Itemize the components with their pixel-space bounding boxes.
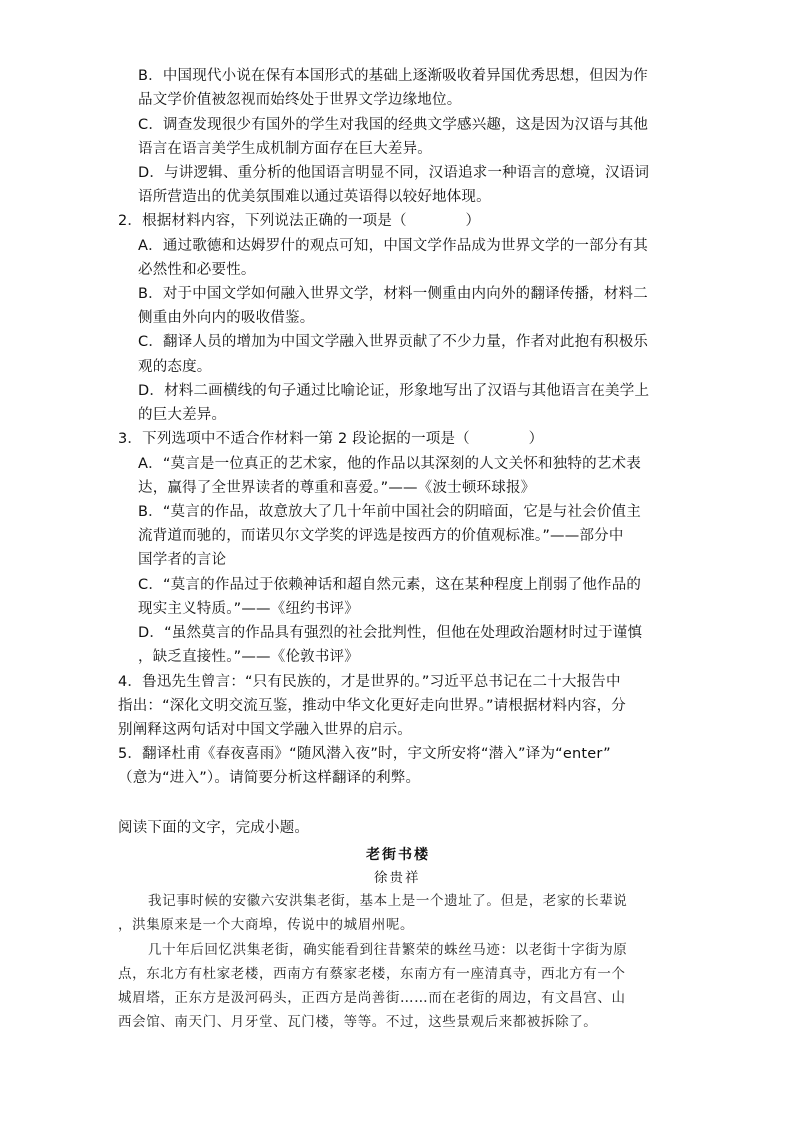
passage-para2-line2: 点，东北方有杜家老楼，西南方有蔡家老楼，东南方有一座清真寺，西北方有一个 — [118, 966, 626, 982]
q4-line3: 别阐释这两句话对中国文学融入世界的启示。 — [118, 722, 412, 738]
q3-option-c-line1: C．“莫言的作品过于依赖神话和超自然元素，这在某种程度上削弱了他作品的 — [138, 577, 642, 593]
passage-title: 老街书楼 — [366, 847, 430, 863]
passage-author: 徐贵祥 — [374, 870, 421, 886]
q1-option-c-line1: C．调查发现很少有国外的学生对我国的经典文学感兴趣，这是因为汉语与其他 — [138, 117, 649, 133]
q1-option-d-line1: D．与讲逻辑、重分析的他国语言明显不同，汉语追求一种语言的意境，汉语词 — [138, 165, 650, 181]
q3-stem: 3．下列选项中不适合作材料一第 2 段论据的一项是（ ） — [118, 431, 544, 447]
q3-option-a-line1: A．“莫言是一位真正的艺术家，他的作品以其深刻的人文关怀和独特的艺术表 — [138, 456, 641, 472]
q3-option-c-line2: 现实主义特质。”——《纽约书评》 — [138, 601, 359, 617]
q3-option-d-line1: D．“虽然莫言的作品具有强烈的社会批判性，但他在处理政治题材时过于谨慎 — [138, 625, 643, 641]
passage-para2-line1: 几十年后回忆洪集老街，确实能看到往昔繁荣的蛛丝马迹：以老街十字街为原 — [148, 942, 628, 958]
q2-option-d-line1: D．材料二画横线的句子通过比喻论证，形象地写出了汉语与其他语言在美学上 — [138, 383, 650, 399]
q2-option-a-line2: 必然性和必要性。 — [138, 262, 256, 278]
q3-option-b-line3: 国学者的言论 — [138, 552, 227, 568]
q1-option-b-line2: 品文学价值被忽视而始终处于世界文学边缘地位。 — [138, 92, 462, 108]
q3-option-a-line2: 达，赢得了全世界读者的尊重和喜爱。”——《波士顿环球报》 — [138, 480, 536, 496]
q3-option-b-line2: 流背道而驰的，而诺贝尔文学奖的评选是按西方的价值观标准。”——部分中 — [138, 528, 624, 544]
q2-option-c-line1: C．翻译人员的增加为中国文学融入世界贡献了不少力量，作者对此抱有积极乐 — [138, 334, 649, 350]
passage-para2-line3: 城眉塔，正东方是汲河码头，正西方是尚善街……而在老街的周边，有文昌宫、山 — [118, 990, 626, 1006]
q3-option-d-line2: ，缺乏直接性。”——《伦敦书评》 — [138, 649, 359, 665]
q2-stem: 2．根据材料内容，下列说法正确的一项是（ ） — [118, 213, 481, 229]
passage-para2-line4: 西会馆、南天门、月牙堂、瓦门楼，等等。不过，这些景观后来都被拆除了。 — [118, 1014, 598, 1030]
q2-option-b-line2: 侧重由外向内的吸收借鉴。 — [138, 310, 315, 326]
q4-line2: 指出：“深化文明交流互鉴，推动中华文化更好走向世界。”请根据材料内容，分 — [118, 698, 626, 714]
q5-line2: （意为“进入”）。请简要分析这样翻译的利弊。 — [118, 770, 421, 786]
passage-para1-line2: ，洪集原来是一个大商埠，传说中的城眉州呢。 — [118, 917, 415, 933]
reading-intro: 阅读下面的文字，完成小题。 — [118, 820, 310, 836]
q1-option-c-line2: 语言在语言美学生成机制方面存在巨大差异。 — [138, 141, 432, 157]
q2-option-d-line2: 的巨大差异。 — [138, 407, 227, 423]
q2-option-c-line2: 观的态度。 — [138, 359, 212, 375]
q2-option-a-line1: A．通过歌德和达姆罗什的观点可知，中国文学作品成为世界文学的一部分有其 — [138, 238, 648, 254]
q1-option-d-line2: 语所营造出的优美氛围难以通过英语得以较好地体现。 — [138, 189, 491, 205]
q3-option-b-line1: B．“莫言的作品，故意放大了几十年前中国社会的阴暗面，它是与社会价值主 — [138, 504, 641, 520]
passage-para1-line1: 我记事时候的安徽六安洪集老街，基本上是一个遗址了。但是，老家的长辈说 — [148, 893, 628, 909]
q4-line1: 4．鲁迅先生曾言：“只有民族的，才是世界的。”习近平总书记在二十大报告中 — [118, 674, 621, 690]
q1-option-b-line1: B．中国现代小说在保有本国形式的基础上逐渐吸收着异国优秀思想，但因为作 — [138, 68, 648, 84]
q5-line1: 5．翻译杜甫《春夜喜雨》“随风潜入夜”时，宇文所安将“潜入”译为“enter” — [118, 746, 611, 762]
q2-option-b-line1: B．对于中国文学如何融入世界文学，材料一侧重由内向外的翻译传播，材料二 — [138, 286, 648, 302]
